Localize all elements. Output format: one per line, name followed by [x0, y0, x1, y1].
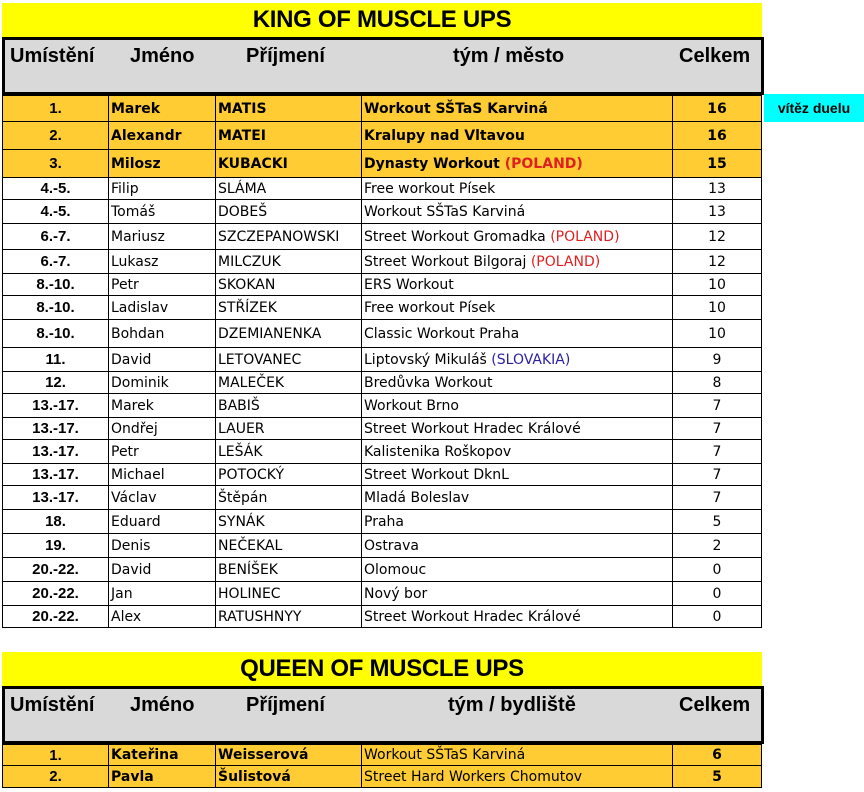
total-cell: 8	[672, 372, 762, 393]
first-name-cell: Petr	[108, 440, 215, 463]
header-last-name: Příjmení	[246, 694, 325, 716]
team-name: Street Workout Hradec Králové	[364, 608, 581, 625]
first-name-cell: David	[108, 558, 215, 581]
rank-cell: 2.	[2, 766, 108, 787]
last-name-cell: MATEI	[215, 122, 361, 149]
first-name-cell: Dominik	[108, 372, 215, 393]
rank-cell: 13.-17.	[2, 486, 108, 509]
rank-cell: 20.-22.	[2, 606, 108, 627]
last-name-cell: DZEMIANENKA	[215, 320, 361, 347]
team-name: Dynasty Workout	[364, 155, 505, 172]
last-name-cell: HOLINEC	[215, 582, 361, 605]
first-name-cell: Milosz	[108, 150, 215, 177]
king-header	[2, 37, 764, 95]
first-name-cell: Pavla	[108, 766, 215, 787]
team-cell	[361, 766, 672, 787]
total-cell: 6	[672, 745, 762, 765]
rank-cell: 12.	[2, 372, 108, 393]
team-cell	[361, 606, 672, 627]
table-row	[2, 534, 762, 558]
total-cell: 7	[672, 486, 762, 509]
table-row	[2, 766, 762, 788]
country-label: (POLAND)	[550, 228, 620, 245]
header-team: tým / bydliště	[448, 694, 576, 716]
team-cell	[361, 394, 672, 417]
team-name: Kalistenika Roškopov	[364, 443, 512, 460]
total-cell: 0	[672, 558, 762, 581]
team-cell	[361, 510, 672, 533]
team-name: Ostrava	[364, 537, 420, 554]
team-cell	[361, 486, 672, 509]
total-cell: 7	[672, 440, 762, 463]
table-row	[2, 744, 762, 766]
total-cell: 5	[672, 510, 762, 533]
table-row	[2, 486, 762, 510]
rank-cell: 1.	[2, 96, 108, 121]
team-cell	[361, 200, 672, 223]
team-name: ERS Workout	[364, 276, 454, 293]
last-name-cell: MATIS	[215, 96, 361, 121]
last-name-cell: RATUSHNYY	[215, 606, 361, 627]
rank-cell: 13.-17.	[2, 418, 108, 439]
team-cell	[361, 320, 672, 347]
team-name: Street Workout Hradec Králové	[364, 420, 581, 437]
first-name-cell: Bohdan	[108, 320, 215, 347]
team-cell	[361, 274, 672, 295]
total-cell: 9	[672, 348, 762, 371]
table-row	[2, 606, 762, 628]
queen-title: QUEEN OF MUSCLE UPS	[2, 652, 762, 686]
queen-header	[2, 686, 764, 744]
team-cell	[361, 250, 672, 273]
header-first-name: Jméno	[130, 694, 195, 716]
rank-cell: 19.	[2, 534, 108, 557]
team-name: Street Hard Workers Chomutov	[364, 768, 583, 785]
total-cell: 12	[672, 250, 762, 273]
rank-cell: 13.-17.	[2, 464, 108, 485]
total-cell: 12	[672, 224, 762, 249]
table-row	[2, 200, 762, 224]
table-row	[2, 178, 762, 200]
first-name-cell: Alexandr	[108, 122, 215, 149]
table-row	[2, 582, 762, 606]
winner-badge: vítěz duelu	[764, 94, 864, 122]
team-name: Kralupy nad Vltavou	[364, 127, 525, 144]
team-name: Workout Brno	[364, 397, 459, 414]
last-name-cell: KUBACKI	[215, 150, 361, 177]
rank-cell: 8.-10.	[2, 320, 108, 347]
rank-cell: 3.	[2, 150, 108, 177]
team-cell	[361, 96, 672, 121]
first-name-cell: Jan	[108, 582, 215, 605]
header-team: tým / město	[453, 45, 565, 67]
team-cell	[361, 534, 672, 557]
header-total: Celkem	[679, 45, 751, 67]
table-row	[2, 250, 762, 274]
total-cell: 2	[672, 534, 762, 557]
total-cell: 15	[672, 150, 762, 177]
team-name: Workout SŠTaS Karviná	[364, 747, 526, 763]
rank-cell: 20.-22.	[2, 582, 108, 605]
rank-cell: 4.-5.	[2, 200, 108, 223]
first-name-cell: Ladislav	[108, 296, 215, 319]
team-name: Praha	[364, 513, 404, 530]
first-name-cell: Petr	[108, 274, 215, 295]
team-name: Free workout Písek	[364, 299, 496, 316]
team-cell	[361, 372, 672, 393]
last-name-cell: POTOCKÝ	[215, 464, 361, 485]
header-total: Celkem	[679, 694, 751, 716]
last-name-cell: STŘÍZEK	[215, 296, 361, 319]
total-cell: 10	[672, 274, 762, 295]
table-row	[2, 296, 762, 320]
rank-cell: 2.	[2, 122, 108, 149]
table-row	[2, 558, 762, 582]
team-name: Street Workout DknL	[364, 466, 509, 483]
country-label: (SLOVAKIA)	[491, 351, 571, 368]
rank-cell: 8.-10.	[2, 296, 108, 319]
total-cell: 13	[672, 178, 762, 199]
team-name: Nový bor	[364, 585, 428, 602]
total-cell: 5	[672, 766, 762, 787]
header-rank: Umístění	[10, 45, 95, 67]
team-name: Free workout Písek	[364, 180, 496, 197]
rank-cell: 8.-10.	[2, 274, 108, 295]
rank-cell: 4.-5.	[2, 178, 108, 199]
table-row	[2, 122, 762, 150]
total-cell: 13	[672, 200, 762, 223]
last-name-cell: DOBEŠ	[215, 200, 361, 223]
team-cell	[361, 440, 672, 463]
team-name: Liptovský Mikuláš	[364, 351, 492, 368]
last-name-cell: Weisserová	[215, 745, 361, 765]
first-name-cell: Marek	[108, 394, 215, 417]
first-name-cell: Eduard	[108, 510, 215, 533]
last-name-cell: LETOVANEC	[215, 348, 361, 371]
last-name-cell: MALEČEK	[215, 372, 361, 393]
team-name: Workout SŠTaS Karviná	[364, 100, 548, 117]
country-label: (POLAND)	[504, 155, 583, 172]
first-name-cell: Marek	[108, 96, 215, 121]
table-row	[2, 510, 762, 534]
table-row	[2, 224, 762, 250]
team-cell	[361, 224, 672, 249]
team-cell	[361, 464, 672, 485]
first-name-cell: Filip	[108, 178, 215, 199]
table-row	[2, 394, 762, 418]
rank-cell: 11.	[2, 348, 108, 371]
header-first-name: Jméno	[130, 45, 195, 67]
rank-cell: 1.	[2, 745, 108, 765]
total-cell: 16	[672, 96, 762, 121]
total-cell: 7	[672, 418, 762, 439]
team-name: Workout SŠTaS Karviná	[364, 203, 526, 220]
team-cell	[361, 296, 672, 319]
team-name: Olomouc	[364, 561, 427, 578]
last-name-cell: BENÍŠEK	[215, 558, 361, 581]
team-cell	[361, 582, 672, 605]
team-cell	[361, 745, 672, 765]
first-name-cell: Lukasz	[108, 250, 215, 273]
first-name-cell: Tomáš	[108, 200, 215, 223]
team-cell	[361, 150, 672, 177]
first-name-cell: David	[108, 348, 215, 371]
first-name-cell: Denis	[108, 534, 215, 557]
total-cell: 7	[672, 394, 762, 417]
rank-cell: 18.	[2, 510, 108, 533]
table-row	[2, 274, 762, 296]
total-cell: 10	[672, 296, 762, 319]
rank-cell: 13.-17.	[2, 440, 108, 463]
rank-cell: 20.-22.	[2, 558, 108, 581]
last-name-cell: BABIŠ	[215, 394, 361, 417]
last-name-cell: SKOKAN	[215, 274, 361, 295]
team-cell	[361, 418, 672, 439]
king-title: KING OF MUSCLE UPS	[2, 3, 762, 37]
last-name-cell: Štěpán	[215, 486, 361, 509]
first-name-cell: Alex	[108, 606, 215, 627]
team-cell	[361, 348, 672, 371]
total-cell: 0	[672, 582, 762, 605]
table-row	[2, 348, 762, 372]
header-rank: Umístění	[10, 694, 95, 716]
team-cell	[361, 122, 672, 149]
team-cell	[361, 178, 672, 199]
total-cell: 7	[672, 464, 762, 485]
last-name-cell: LEŠÁK	[215, 440, 361, 463]
rank-cell: 6.-7.	[2, 224, 108, 249]
total-cell: 10	[672, 320, 762, 347]
last-name-cell: SLÁMA	[215, 178, 361, 199]
last-name-cell: SYNÁK	[215, 510, 361, 533]
first-name-cell: Ondřej	[108, 418, 215, 439]
team-name: Street Workout Bilgoraj	[364, 253, 531, 270]
header-last-name: Příjmení	[246, 45, 325, 67]
rank-cell: 6.-7.	[2, 250, 108, 273]
table-row	[2, 372, 762, 394]
last-name-cell: SZCZEPANOWSKI	[215, 224, 361, 249]
last-name-cell: Šulistová	[215, 766, 361, 787]
country-label: (POLAND)	[530, 253, 601, 270]
total-cell: 0	[672, 606, 762, 627]
first-name-cell: Mariusz	[108, 224, 215, 249]
total-cell: 16	[672, 122, 762, 149]
first-name-cell: Kateřina	[108, 745, 215, 765]
table-row	[2, 150, 762, 178]
team-name: Classic Workout Praha	[364, 325, 520, 342]
last-name-cell: LAUER	[215, 418, 361, 439]
table-row	[2, 320, 762, 348]
team-name: Mladá Boleslav	[364, 489, 470, 506]
table-row	[2, 418, 762, 440]
rank-cell: 13.-17.	[2, 394, 108, 417]
table-row	[2, 440, 762, 464]
first-name-cell: Michael	[108, 464, 215, 485]
last-name-cell: NEČEKAL	[215, 534, 361, 557]
table-row	[2, 464, 762, 486]
team-cell	[361, 558, 672, 581]
team-name: Bredůvka Workout	[364, 374, 493, 391]
last-name-cell: MILCZUK	[215, 250, 361, 273]
table-row	[2, 95, 762, 122]
first-name-cell: Václav	[108, 486, 215, 509]
team-name: Street Workout Gromadka	[364, 228, 551, 245]
